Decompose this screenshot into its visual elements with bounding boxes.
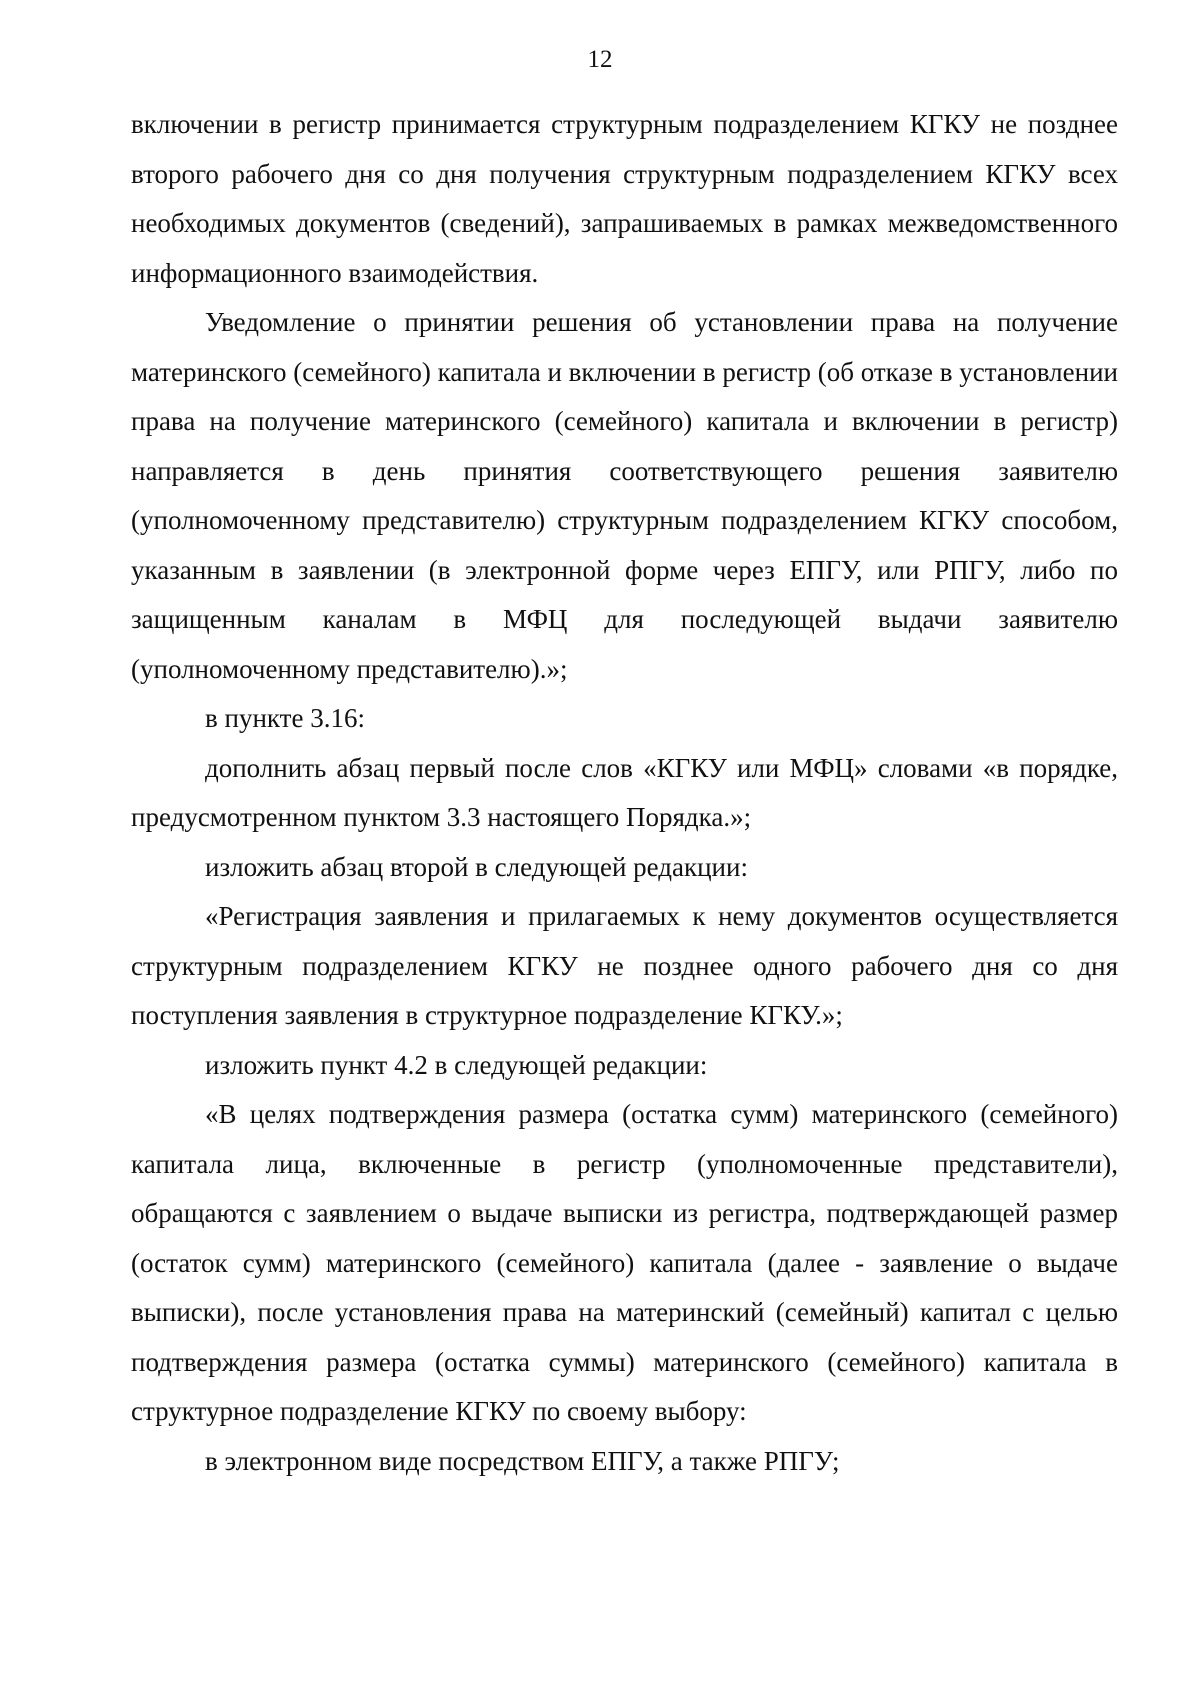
paragraph: «В целях подтверждения размера (остатка сумм) материнского (семейного) капитала лица, включенные в регистр (уполномоченные представители), обращаются с заявлением о выдаче выписки из регистра, подтверждающей размер (остаток сумм) материнского (семейного) капитала (далее - заявление о выдаче выписки), после установления права на материнский (семейный) капитал с целью подтверждения размера (остатка суммы) материнского (семейного) капитала в структурное подразделение КГКУ по своему выбору:	[131, 1099, 1118, 1426]
page-number: 12	[587, 46, 613, 73]
paragraph: Уведомление о принятии решения об установлении права на получение материнского (семейного) капитала и включении в регистр (об отказе в установлении права на получение материнского (семейного) капитала и включении в регистр) направляется в день принятия соответствующего решения заявителю (уполномоченному представителю) структурным подразделением КГКУ способом, указанным в заявлении (в электронной форме через ЕПГУ, или РПГУ, либо по защищенным каналам в МФЦ для последующей выдачи заявителю (уполномоченному представителю).»;	[131, 307, 1118, 684]
paragraph: дополнить абзац первый после слов «КГКУ или МФЦ» словами «в порядке, предусмотренном пунктом 3.3 настоящего Порядка.»;	[131, 752, 1118, 832]
paragraph: включении в регистр принимается структурным подразделением КГКУ не позднее второго рабочего дня со дня получения структурным подразделением КГКУ всех необходимых документов (сведений), запрашиваемых в рамках межведомственного информационного взаимодействия.	[131, 109, 1118, 288]
paragraph: в электронном виде посредством ЕПГУ, а также РПГУ;	[205, 1445, 840, 1476]
paragraph: изложить пункт 4.2 в следующей редакции:	[205, 1049, 708, 1080]
document-body	[131, 100, 1118, 1486]
paragraph: «Регистрация заявления и прилагаемых к нему документов осуществляется структурным подразделением КГКУ не позднее одного рабочего дня со дня поступления заявления в структурное подразделение КГКУ.»;	[131, 901, 1118, 1030]
paragraph: в пункте 3.16:	[205, 703, 365, 733]
paragraph: изложить абзац второй в следующей редакции:	[205, 851, 748, 882]
